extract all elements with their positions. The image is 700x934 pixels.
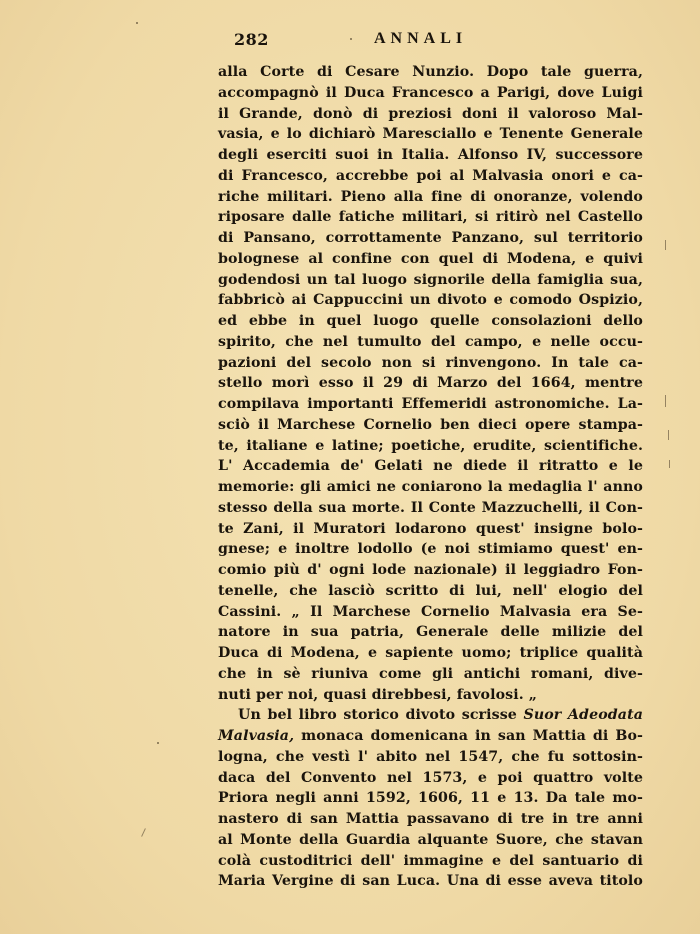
text-line: te Zani, il Muratori lodarono quest' insigne bolo-	[218, 520, 643, 537]
italic-name: Malvasia,	[218, 728, 295, 744]
text-line: stesso della sua morte. Il Conte Mazzuchelli, il Con-	[218, 499, 643, 516]
text-line: vasia, e lo dichiarò Maresciallo e Tenente Generale	[218, 126, 643, 143]
text-line: godendosi un tal luogo signorile della famiglia sua,	[218, 271, 643, 288]
page-header	[216, 30, 646, 54]
text-line: pazioni del secolo non si rinvengono. In tale ca-	[218, 354, 643, 371]
text-line: fabbricò ai Cappuccini un divoto e comodo Ospizio,	[218, 292, 643, 309]
text-line: degli eserciti suoi in Italia. Alfonso IV, successore	[218, 147, 643, 163]
running-title: ANNALI	[374, 30, 468, 47]
body-text	[218, 62, 643, 892]
text-line: comio più d' ogni lode nazionale) il leggiadro Fon-	[218, 562, 643, 578]
text-line: accompagnò il Duca Francesco a Parigi, dove Luigi	[218, 84, 643, 101]
text-line: al Monte della Guardia alquante Suore, che stavan	[218, 831, 643, 848]
paragraph-2	[218, 705, 643, 892]
text-line: gnese; e inoltre lodollo (e noi stimiamo quest' en-	[218, 541, 643, 558]
text-line: daca del Convento nel 1573, e poi quattro volte	[218, 769, 643, 786]
scan-speck	[665, 395, 666, 407]
text-line: colà custoditrici dell' immagine e del santuario di	[218, 852, 643, 869]
italic-name: Suor Adeodata	[523, 707, 644, 724]
text-line: Cassini. „ Il Marchese Cornelio Malvasia era Se-	[218, 603, 643, 620]
paragraph-2-lines	[218, 747, 643, 892]
text-line: te, italiane e latine; poetiche, erudite, scientifiche.	[218, 437, 643, 454]
text-line: spirito, che nel tumulto del campo, e nelle occu-	[218, 333, 643, 350]
text-line: natore in sua patria, Generale delle milizie del	[218, 624, 643, 641]
scan-speck	[669, 460, 670, 468]
text-line: Maria Vergine di san Luca. Una di esse aveva titolo	[218, 873, 643, 890]
text-line: nastero di san Mattia passavano di tre in tre anni	[218, 811, 643, 827]
text-line: il Grande, donò di preziosi doni il valoroso Mal-	[218, 105, 643, 122]
text-line: Malvasia, monaca domenicana in san Mattia di Bo-	[218, 728, 643, 744]
text-line: logna, che vestì l' abito nel 1547, che fu sottosin-	[218, 748, 643, 765]
text-line: memorie: gli amici ne coniarono la medaglia l' anno	[218, 479, 643, 495]
text-line: di Pansano, corrottamente Panzano, sul territorio	[218, 230, 643, 246]
scan-speck	[136, 22, 138, 24]
scan-speck	[668, 430, 669, 440]
text-line: Un bel libro storico divoto scrisse Suor Adeodata	[238, 707, 644, 724]
text-line: Duca di Modena, e sapiente uomo; triplice qualità	[218, 645, 643, 661]
text-line: Priora negli anni 1592, 1606, 11 e 13. Da tale mo-	[218, 790, 643, 807]
text-line: che in sè riuniva come gli antichi romani, dive-	[218, 665, 643, 682]
text-line: riche militari. Pieno alla fine di onoranze, volendo	[218, 188, 643, 205]
scan-speck	[665, 240, 666, 250]
scan-speck	[350, 38, 352, 40]
text-line: stello morì esso il 29 di Marzo del 1664, mentre	[218, 375, 643, 392]
scan-speck	[141, 828, 146, 837]
text-line: compilava importanti Effemeridi astronomiche. La-	[218, 396, 643, 412]
text-line: tenelle, che lasciò scritto di lui, nell' elogio del	[218, 582, 643, 599]
text-line: L' Accademia de' Gelati ne diede il ritratto e le	[218, 458, 643, 475]
text-line: bolognese al confine con quel di Modena, e quivi	[218, 250, 643, 267]
text-line: riposare dalle fatiche militari, si ritirò nel Castello	[218, 209, 643, 226]
text-line: di Francesco, accrebbe poi al Malvasia onori e ca-	[218, 167, 643, 184]
text-line: ed ebbe in quel luogo quelle consolazioni dello	[218, 313, 643, 329]
text-line: sciò il Marchese Cornelio ben dieci opere stampa-	[218, 416, 643, 433]
text-line: nuti per noi, quasi direbbesi, favolosi. „	[218, 686, 538, 703]
text-line: alla Corte di Cesare Nunzio. Dopo tale guerra,	[218, 64, 643, 80]
page-number: 282	[234, 30, 269, 49]
scan-speck	[157, 742, 159, 744]
paragraph-1	[218, 62, 643, 705]
